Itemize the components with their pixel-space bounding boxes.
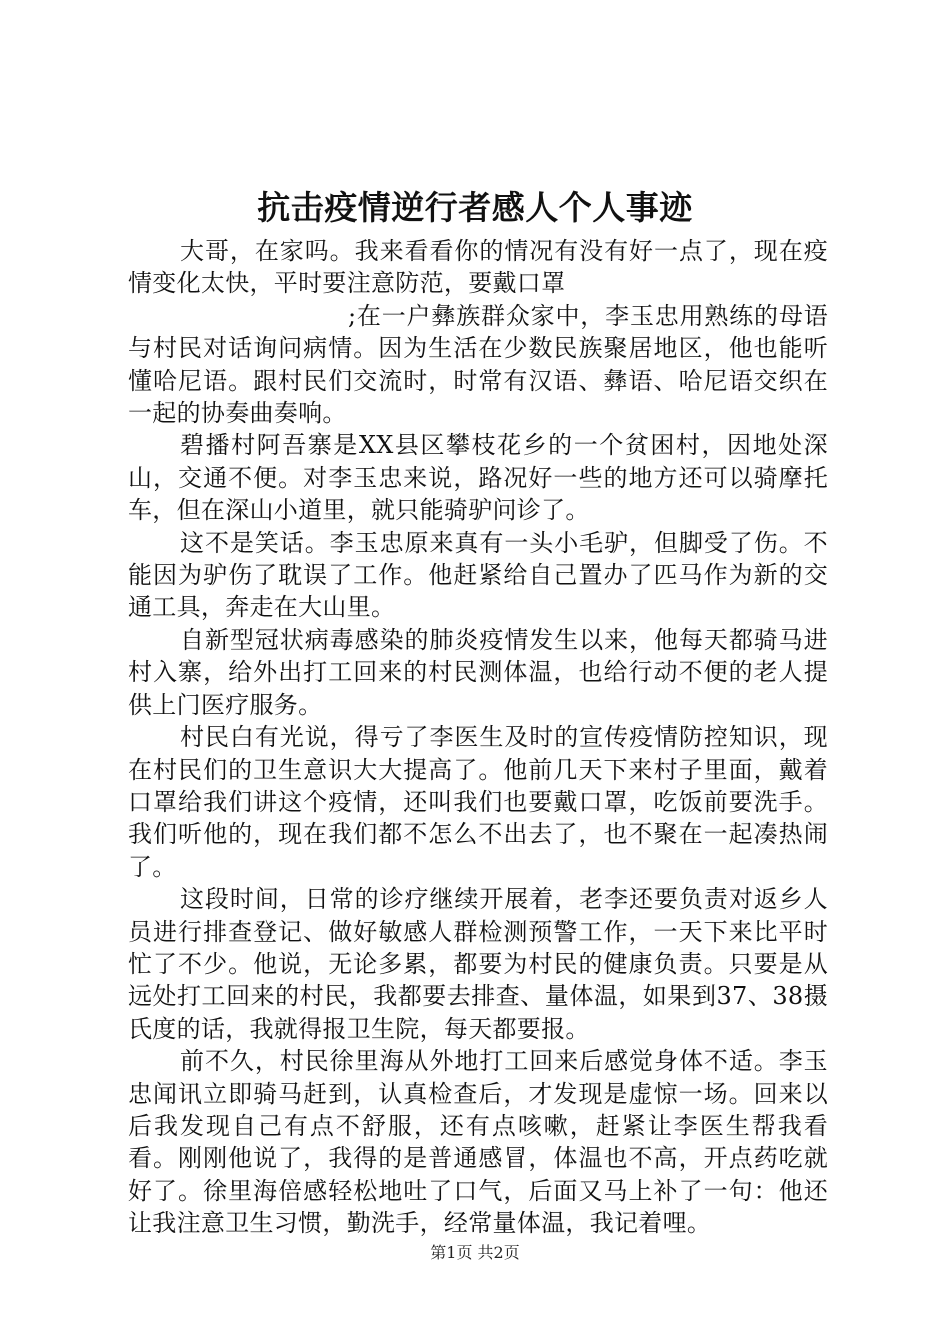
- paragraph-7: 这段时间，日常的诊疗继续开展着，老李还要负责对返乡人员进行排查登记、做好敏感人群检测预警工作，一天下来比平时忙了不少。他说，无论多累，都要为村民的健康负责。只要是从远处打工回来的村民，我都要去排查、量体温，如果到37、38摄氏度的话，我就得报卫生院，每天都要报。: [128, 885, 828, 1043]
- paragraph-1: 大哥，在家吗。我来看看你的情况有没有好一点了，现在疫情变化太快，平时要注意防范，要戴口罩: [128, 237, 828, 298]
- paragraph-2: [128, 300, 828, 430]
- document-title: 抗击疫情逆行者感人个人事迹: [257, 188, 693, 227]
- page-footer: 第1页 共2页: [430, 1243, 520, 1262]
- paragraph-2-text: ;在一户彝族群众家中，李玉忠用熟练的母语与村民对话询问病情。因为生活在少数民族聚居地区，他也能听懂哈尼语。跟村民们交流时，时常有汉语、彝语、哈尼语交织在一起的协奏曲奏响。: [128, 301, 828, 428]
- paragraph-4: 这不是笑话。李玉忠原来真有一头小毛驴，但脚受了伤。不能因为驴伤了耽误了工作。他赶紧给自己置办了匹马作为新的交通工具，奔走在大山里。: [128, 528, 828, 622]
- paragraph-8: 前不久，村民徐里海从外地打工回来后感觉身体不适。李玉忠闻讯立即骑马赶到，认真检查后，才发现是虚惊一场。回来以后我发现自己有点不舒服，还有点咳嗽，赶紧让李医生帮我看看。刚刚他说了，我得的是普通感冒，体温也不高，开点药吃就好了。徐里海倍感轻松地吐了口气，后面又马上补了一句：他还让我注意卫生习惯，勤洗手，经常量体温，我记着哩。: [128, 1047, 828, 1238]
- document-body: [128, 235, 828, 1240]
- paragraph-6: 村民白有光说，得亏了李医生及时的宣传疫情防控知识，现在村民们的卫生意识大大提高了。他前几天下来村子里面，戴着口罩给我们讲这个疫情，还叫我们也要戴口罩，吃饭前要洗手。我们听他的，现在我们都不怎么不出去了，也不聚在一起凑热闹了。: [128, 723, 828, 881]
- paragraph-5: 自新型冠状病毒感染的肺炎疫情发生以来，他每天都骑马进村入寨，给外出打工回来的村民测体温，也给行动不便的老人提供上门医疗服务。: [128, 625, 828, 719]
- paragraph-3: 碧播村阿吾寨是XX县区攀枝花乡的一个贫困村，因地处深山，交通不便。对李玉忠来说，路况好一些的地方还可以骑摩托车，但在深山小道里，就只能骑驴问诊了。: [128, 431, 828, 525]
